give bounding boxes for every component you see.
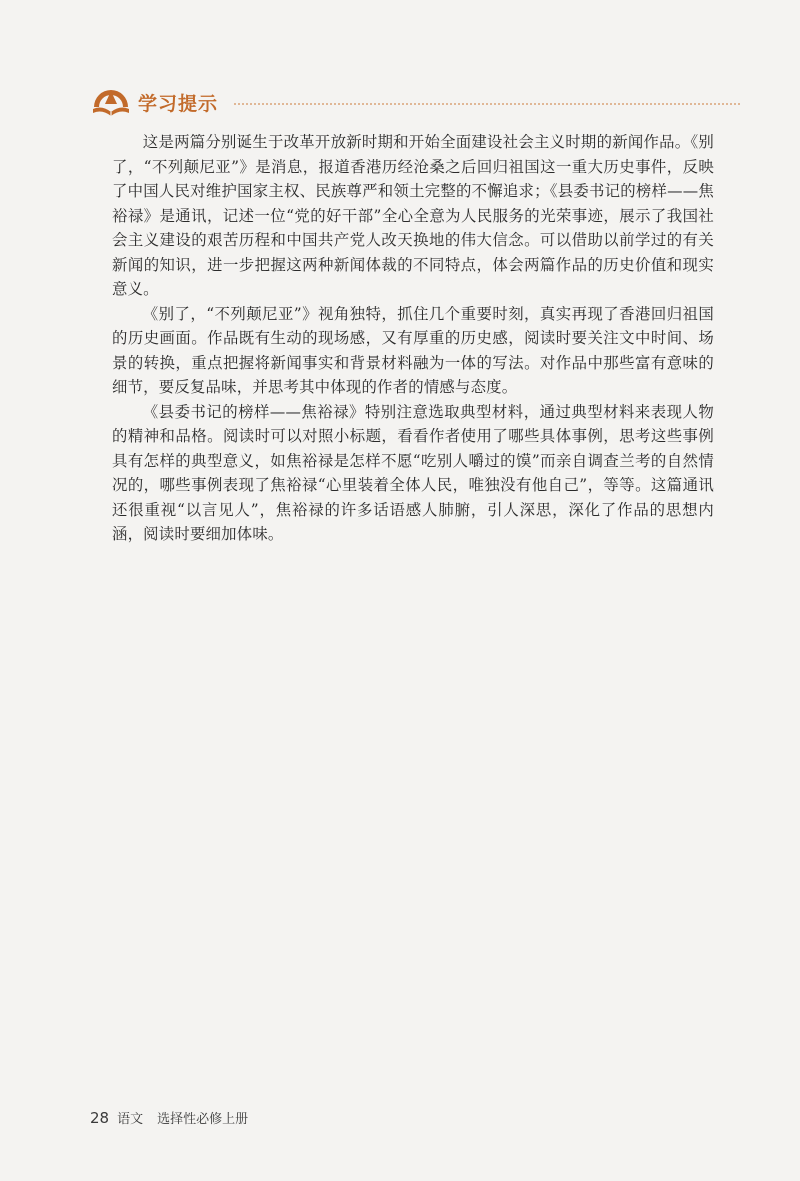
section-title: 学习提示 — [138, 92, 219, 115]
footer-volume: 选择性必修上册 — [157, 1112, 249, 1127]
dotted-divider — [234, 103, 740, 105]
open-book-badge-icon — [90, 85, 132, 119]
page-footer — [90, 1108, 248, 1127]
paragraph-3: 《县委书记的榜样——焦裕禄》特别注意选取典型材料，通过典型材料来表现人物的精神和品格。阅读时可以对照小标题，看看作者使用了哪些具体事例，思考这些事例具有怎样的典型意义，如焦裕禄是怎样不愿“吃别人嚼过的馍”而亲自调查兰考的自然情况的，哪些事例表现了焦裕禄“心里装着全体人民，唯独没有他自己”，等等。这篇通讯还很重视“以言见人”，焦裕禄的许多话语感人肺腑，引人深思，深化了作品的思想内涵，阅读时要细加体味。 — [112, 402, 714, 543]
paragraph-2: 《别了，“不列颠尼亚”》视角独特，抓住几个重要时刻，真实再现了香港回归祖国的历史画面。作品既有生动的现场感，又有厚重的历史感，阅读时要关注文中时间、场景的转换，重点把握将新闻事实和背景材料融为一体的写法。对作品中那些富有意味的细节，要反复品味，并思考其中体现的作者的情感与态度。 — [112, 304, 714, 396]
page-number: 28 — [90, 1109, 110, 1127]
body-text — [112, 130, 714, 547]
section-header — [90, 82, 740, 122]
footer-subject: 语文 — [117, 1112, 144, 1127]
paragraph-1: 这是两篇分别诞生于改革开放新时期和开始全面建设社会主义时期的新闻作品。《别了，“不列颠尼亚”》是消息，报道香港历经沧桑之后回归祖国这一重大历史事件，反映了中国人民对维护国家主权、民族尊严和领土完整的不懈追求；《县委书记的榜样——焦裕禄》是通讯，记述一位“党的好干部”全心全意为人民服务的光荣事迹，展示了我国社会主义建设的艰苦历程和中国共产党人改天换地的伟大信念。可以借助以前学过的有关新闻的知识，进一步把握这两种新闻体裁的不同特点，体会两篇作品的历史价值和现实意义。 — [112, 133, 714, 298]
